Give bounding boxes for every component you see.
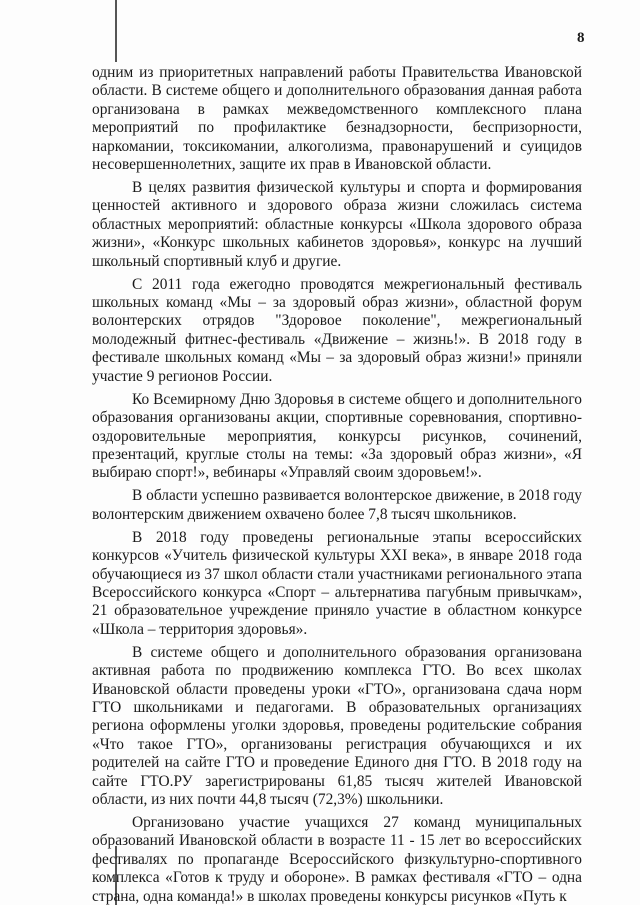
page-number: 8 bbox=[577, 30, 585, 46]
paragraph-gto-festivals: Организовано участие учащихся 27 команд муниципальных образований Ивановской области в возрасте 11 - 15 лет во всероссийских фестивалях по пропаганде Всероссийского физкультурно-спортивного комплекса «Готов к труду и обороне». В рамках фестиваля «ГТО – одна страна, одна команда!» в школах проведены конкурсы рисунков «Путь к bbox=[92, 814, 582, 905]
paragraph-contests-2018: В 2018 году проведены региональные этапы всероссийских конкурсов «Учитель физической культуры XXI века», в январе 2018 года обучающиеся из 37 школ области стали участниками регионального этапа Всероссийского конкурса «Спорт – альтернатива пагубным привычкам», 21 образовательное учреждение приняло участие в областном конкурсе «Школа – территория здоровья». bbox=[92, 528, 582, 638]
scan-edge-mark-top bbox=[115, 0, 117, 62]
paragraph-gto-complex: В системе общего и дополнительного образования организована активная работа по продвижению комплекса ГТО. Во всех школах Ивановской области проведены уроки «ГТО», организована сдача норм ГТО школьниками и педагогами. В образовательных организациях региона оформлены уголки здоровья, проведены родительские собрания «Что такое ГТО», организованы регистрация обучающихся и их родителей на сайте ГТО и проведение Единого дня ГТО. В 2018 году на сайте ГТО.РУ зарегистрированы 61,85 тысяч жителей Ивановской области, из них почти 44,8 тысяч (72,3%) школьники. bbox=[92, 643, 582, 808]
body-text bbox=[92, 64, 582, 906]
paragraph-continuation: одним из приоритетных направлений работы Правительства Ивановской области. В системе общего и дополнительного образования данная работа организована в рамках межведомственного комплексного плана мероприятий по профилактике безнадзорности, беспризорности, наркомании, токсикомании, алкоголизма, правонарушений и суицидов несовершеннолетних, защите их прав в Ивановской области. bbox=[92, 64, 582, 174]
paragraph-festivals: С 2011 года ежегодно проводятся межрегиональный фестиваль школьных команд «Мы – за здоровый образ жизни», областной форум волонтерских отрядов "Здоровое поколение", межрегиональный молодежный фитнес-фестиваль «Движение – жизнь!». В 2018 году в фестивале школьных команд «Мы – за здоровый образ жизни!» приняли участие 9 регионов России. bbox=[92, 275, 582, 385]
paragraph-world-health-day: Ко Всемирному Дню Здоровья в системе общего и дополнительного образования организованы акции, спортивные соревнования, спортивно-оздоровительные мероприятия, конкурсы рисунков, сочинений, презентаций, круглые столы на темы: «За здоровый образ жизни», «Я выбираю спорт!», вебинары «Управляй своим здоровьем!». bbox=[92, 390, 582, 482]
paragraph-volunteers: В области успешно развивается волонтерское движение, в 2018 году волонтерским движением охвачено более 7,8 тысяч школьников. bbox=[92, 487, 582, 523]
paragraph-health-events: В целях развития физической культуры и спорта и формирования ценностей активного и здорового образа жизни сложилась система областных мероприятий: областные конкурсы «Школа здорового образа жизни», «Конкурс школьных кабинетов здоровья», конкурс на лучший школьный спортивный клуб и другие. bbox=[92, 179, 582, 270]
